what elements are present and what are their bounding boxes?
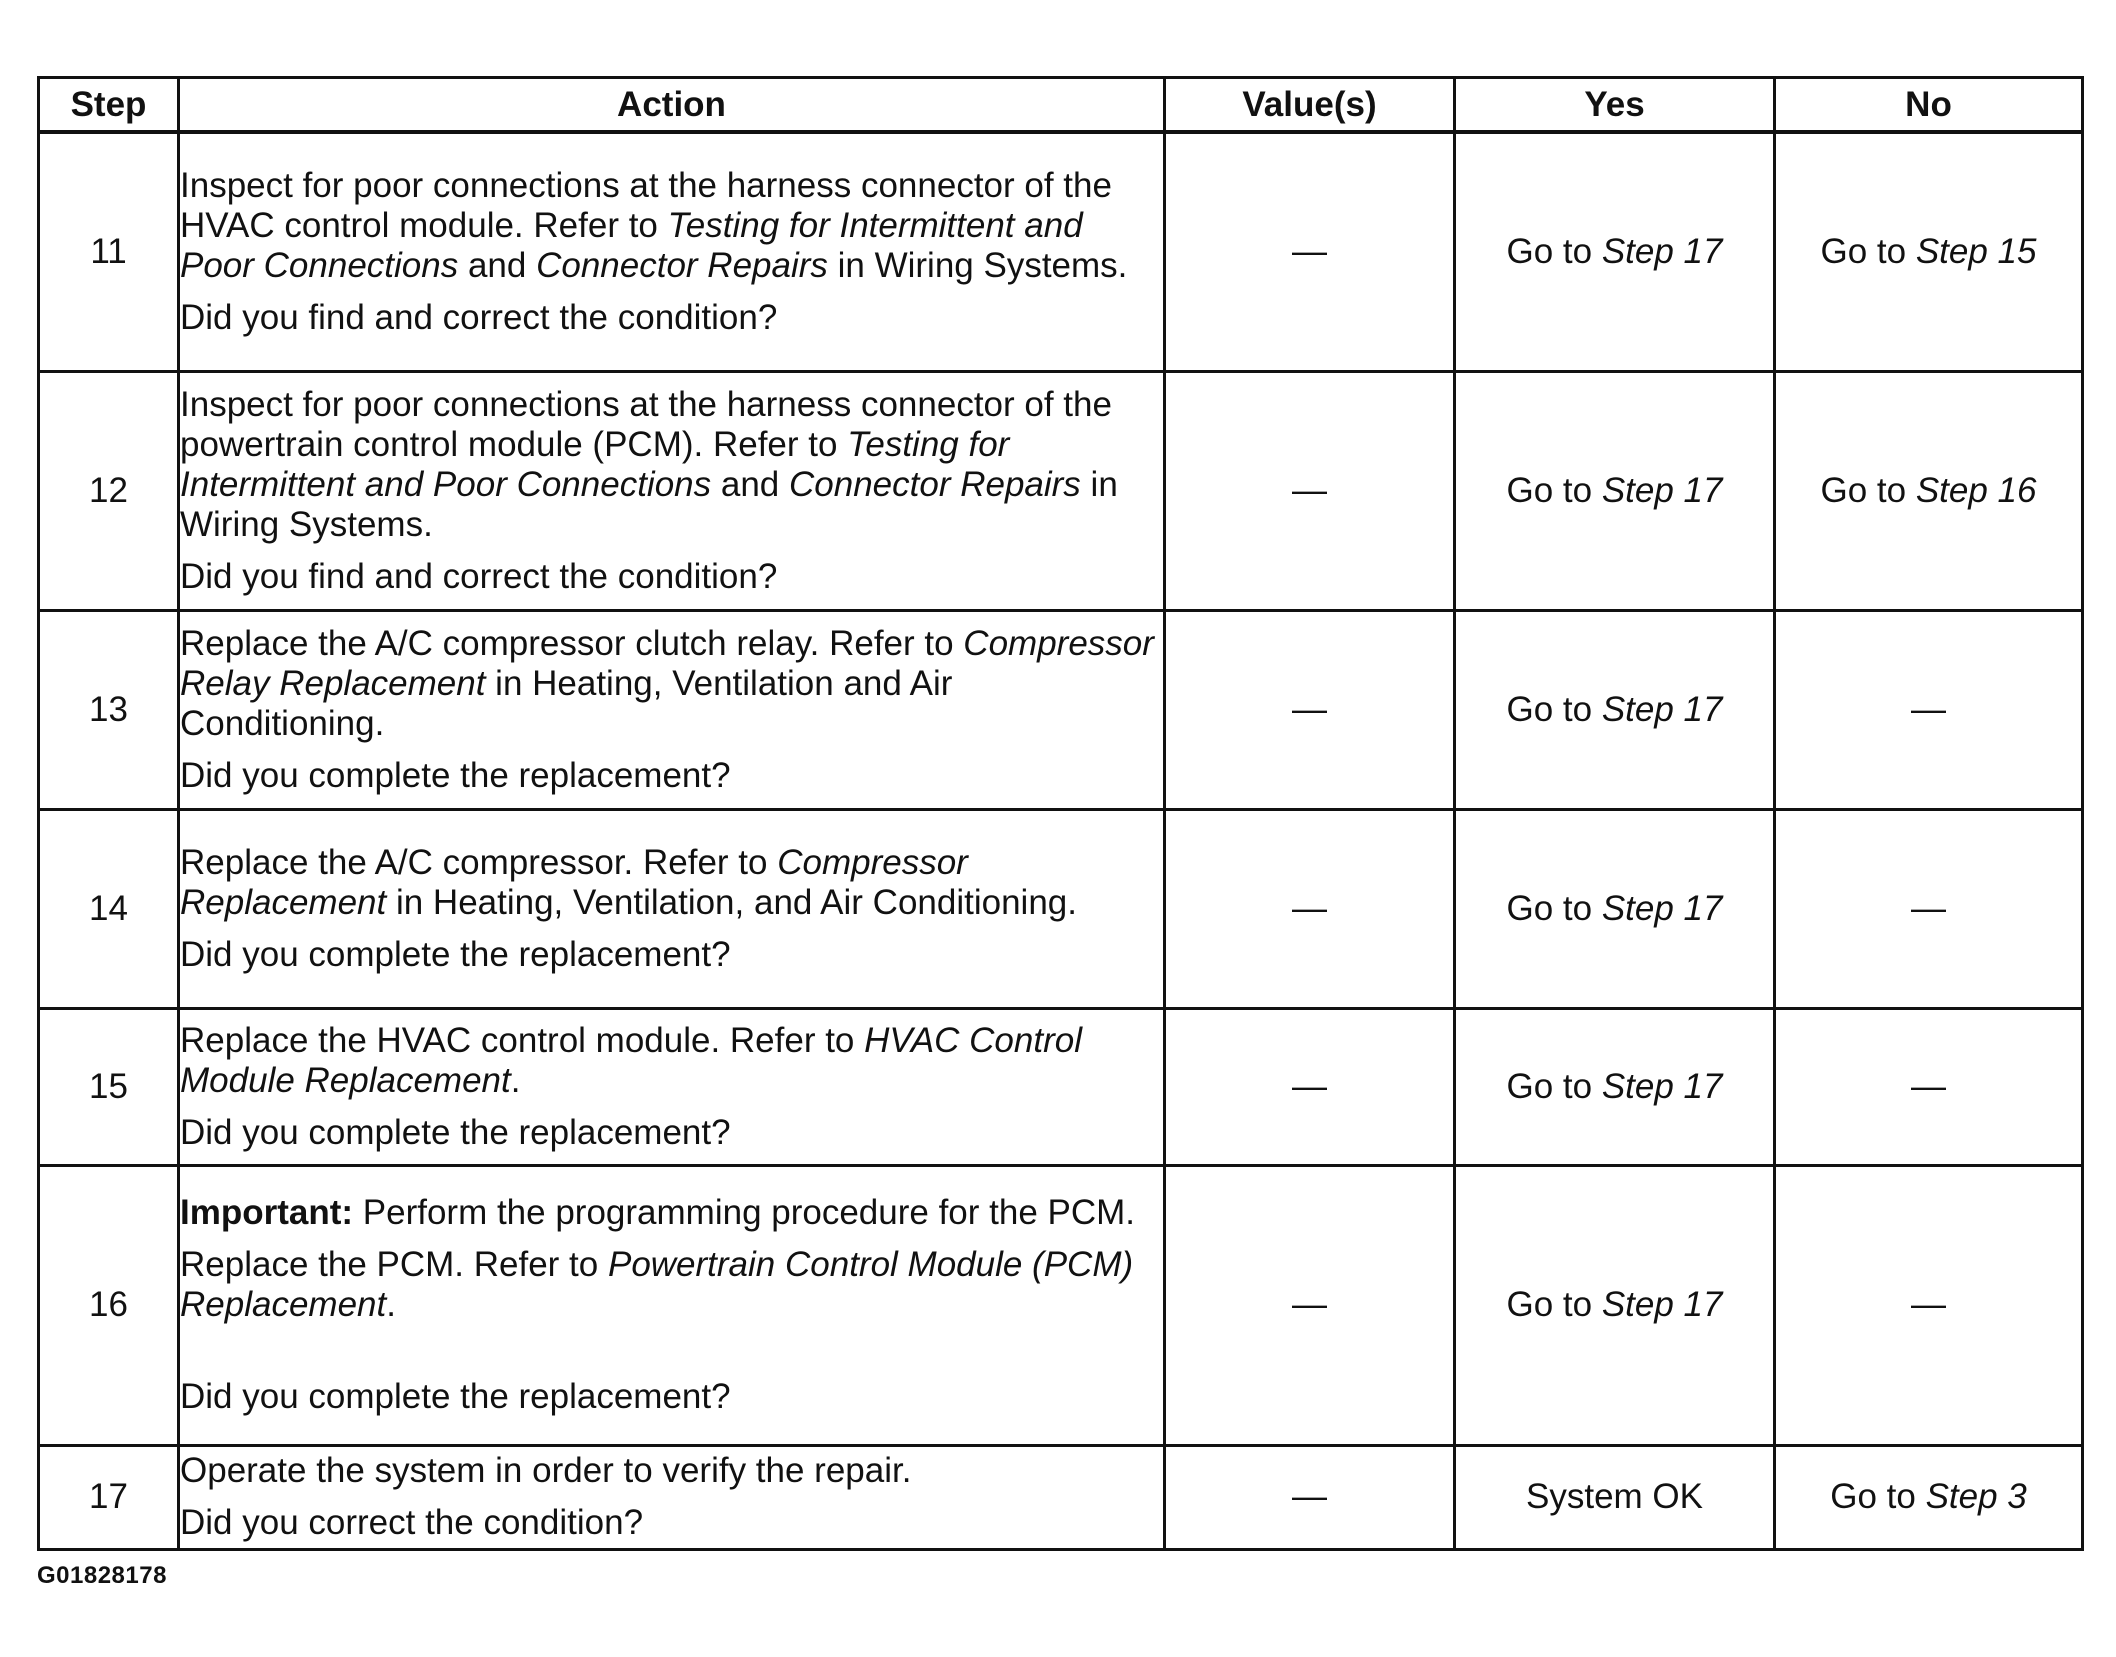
no-cell: — [1775, 1165, 2083, 1445]
no-cell: — [1775, 610, 2083, 809]
reference-link: Testing for Intermittent and Poor Connections [180, 205, 1083, 285]
yes-cell: Go to Step 17 [1455, 809, 1775, 1008]
action-cell [179, 1445, 1165, 1549]
action-question: Did you find and correct the condition? [180, 556, 778, 596]
header-values: Value(s) [1165, 78, 1455, 133]
action-question: Did you find and correct the condition? [180, 297, 778, 337]
header-yes: Yes [1455, 78, 1775, 133]
table-row [39, 809, 2083, 1008]
action-text: Inspect for poor connections at the harness connector of the powertrain control module (PCM). Refer to Testing for Intermittent and Poor Connections and Connector Repairs in Wiring Systems. [180, 384, 1118, 544]
no-cell: — [1775, 1008, 2083, 1165]
yes-cell: Go to Step 17 [1455, 1008, 1775, 1165]
value-cell: — [1165, 132, 1455, 371]
yes-cell: Go to Step 17 [1455, 1165, 1775, 1445]
no-cell: Go to Step 16 [1775, 371, 2083, 610]
reference-link: Compressor Relay Replacement [180, 623, 1154, 703]
step-number: 15 [39, 1008, 179, 1165]
no-cell: Go to Step 15 [1775, 132, 2083, 371]
step-number: 16 [39, 1165, 179, 1445]
yes-cell: Go to Step 17 [1455, 371, 1775, 610]
action-text: Replace the A/C compressor. Refer to Compressor Replacement in Heating, Ventilation, and Air Conditioning. [180, 842, 1077, 922]
action-question: Did you complete the replacement? [180, 755, 731, 795]
table-row [39, 132, 2083, 371]
table-row [39, 1165, 2083, 1445]
header-step: Step [39, 78, 179, 133]
action-cell [179, 132, 1165, 371]
header-row [39, 78, 2083, 133]
action-cell [179, 809, 1165, 1008]
value-cell: — [1165, 809, 1455, 1008]
action-text: Replace the PCM. Refer to Powertrain Control Module (PCM) Replacement. [180, 1245, 1134, 1324]
step-number: 17 [39, 1445, 179, 1549]
reference-link: Connector Repairs [789, 464, 1081, 504]
action-cell [179, 610, 1165, 809]
important-label: Important: [180, 1193, 354, 1232]
value-cell: — [1165, 1165, 1455, 1445]
step-number: 12 [39, 371, 179, 610]
header-action: Action [179, 78, 1165, 133]
yes-cell: Go to Step 17 [1455, 610, 1775, 809]
action-text: Inspect for poor connections at the harness connector of the HVAC control module. Refer to Testing for Intermittent and Poor Connections and Connector Repairs in Wiring Systems. [180, 165, 1128, 285]
action-cell [179, 371, 1165, 610]
value-cell: — [1165, 610, 1455, 809]
no-cell: — [1775, 809, 2083, 1008]
value-cell: — [1165, 371, 1455, 610]
action-text: Replace the HVAC control module. Refer to HVAC Control Module Replacement. [180, 1020, 1082, 1100]
yes-cell: System OK [1455, 1445, 1775, 1549]
reference-link: Powertrain Control Module (PCM) Replacement [180, 1245, 1134, 1324]
reference-link: Compressor Replacement [180, 842, 968, 922]
important-note: Important: Perform the programming procedure for the PCM. [180, 1193, 1136, 1232]
figure-id: G01828178 [37, 1562, 167, 1589]
reference-link: Connector Repairs [536, 245, 828, 285]
action-cell [179, 1008, 1165, 1165]
value-cell: — [1165, 1445, 1455, 1549]
value-cell: — [1165, 1008, 1455, 1165]
step-number: 13 [39, 610, 179, 809]
step-number: 11 [39, 132, 179, 371]
diagnostic-table [37, 76, 2084, 1551]
action-text: Operate the system in order to verify the repair. [180, 1451, 912, 1490]
action-question: Did you complete the replacement? [180, 1377, 731, 1416]
table-row [39, 371, 2083, 610]
reference-link: Testing for Intermittent and Poor Connections [180, 424, 1010, 504]
reference-link: HVAC Control Module Replacement [180, 1020, 1082, 1100]
action-question: Did you correct the condition? [180, 1503, 644, 1542]
table-row [39, 610, 2083, 809]
no-cell: Go to Step 3 [1775, 1445, 2083, 1549]
step-number: 14 [39, 809, 179, 1008]
yes-cell: Go to Step 17 [1455, 132, 1775, 371]
action-question: Did you complete the replacement? [180, 1112, 731, 1152]
action-cell [179, 1165, 1165, 1445]
header-no: No [1775, 78, 2083, 133]
action-question: Did you complete the replacement? [180, 934, 731, 974]
table-row [39, 1445, 2083, 1549]
action-text: Replace the A/C compressor clutch relay. Refer to Compressor Relay Replacement in Heating, Ventilation and Air Conditioning. [180, 623, 1154, 743]
table-row [39, 1008, 2083, 1165]
